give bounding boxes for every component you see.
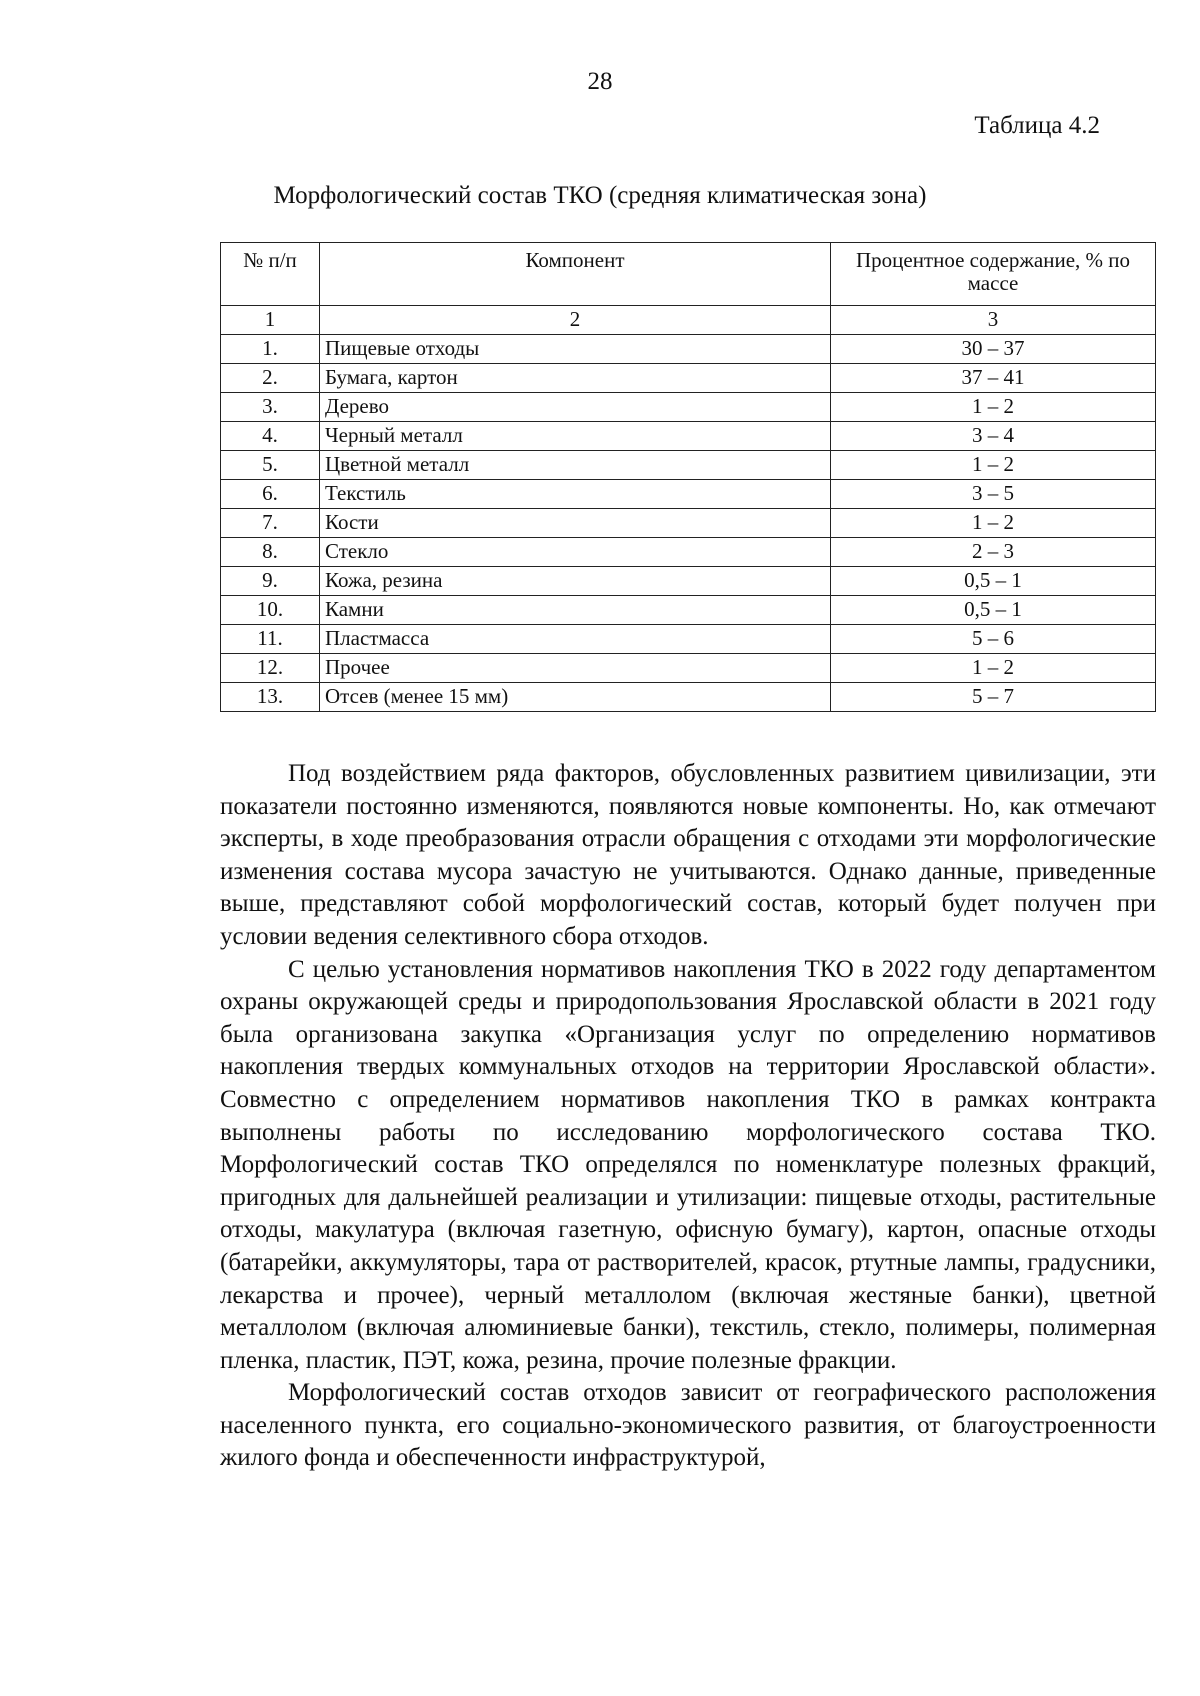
row-num-cell: 13. — [221, 683, 320, 712]
row-component-cell: Стекло — [320, 538, 831, 567]
index-cell: 3 — [831, 306, 1156, 335]
row-num-cell: 6. — [221, 480, 320, 509]
row-percent-cell: 1 – 2 — [831, 451, 1156, 480]
paragraph: С целью установления нормативов накопления ТКО в 2022 году департаментом охраны окружающей среды и природопользования Ярославской области в 2021 году была организована закупка «Организация услуг по определению нормативов накопления твердых коммунальных отходов на территории Ярославской области». Совместно с определением нормативов накопления ТКО в рамках контракта выполнены работы по исследованию морфологического состава ТКО. Морфологический состав ТКО определялся по номенклатуре полезных фракций, пригодных для дальнейшей реализации и утилизации: пищевые отходы, растительные отходы, макулатура (включая газетную, офисную бумагу), картон, опасные отходы (батарейки, аккумуляторы, тара от растворителей, красок, ртутные лампы, градусники, лекарства и прочее), черный металлолом (включая жестяные банки), цветной металлолом (включая алюминиевые банки), текстиль, стекло, полимеры, полимерная пленка, пластик, ПЭТ, кожа, резина, прочие полезные фракции. — [220, 955, 1156, 1374]
row-component-cell: Дерево — [320, 393, 831, 422]
row-percent-cell: 5 – 7 — [831, 683, 1156, 712]
table-row — [221, 364, 1156, 393]
body-text — [220, 758, 1156, 1475]
paragraph: Под воздействием ряда факторов, обусловленных развитием цивилизации, эти показатели постоянно изменяются, появляются новые компоненты. Но, как отмечают эксперты, в ходе преобразования отрасли обращения с отходами эти морфологические изменения состава мусора зачастую не учитываются. Однако данные, приведенные выше, представляют собой морфологический состав, который будет получен при условии ведения селективного сбора отходов. — [220, 760, 1156, 950]
row-component-cell: Пищевые отходы — [320, 335, 831, 364]
row-num-cell: 10. — [221, 596, 320, 625]
row-num-cell: 11. — [221, 625, 320, 654]
table-row — [221, 683, 1156, 712]
row-percent-cell: 1 – 2 — [831, 654, 1156, 683]
table-label: Таблица 4.2 — [974, 112, 1100, 139]
row-component-cell: Отсев (менее 15 мм) — [320, 683, 831, 712]
row-num-cell: 8. — [221, 538, 320, 567]
row-component-cell: Кости — [320, 509, 831, 538]
row-percent-cell: 3 – 5 — [831, 480, 1156, 509]
row-percent-cell: 5 – 6 — [831, 625, 1156, 654]
row-num-cell: 3. — [221, 393, 320, 422]
composition-table — [220, 242, 1156, 712]
page-number: 28 — [587, 68, 613, 95]
row-num-cell: 7. — [221, 509, 320, 538]
table-row — [221, 654, 1156, 683]
row-percent-cell: 0,5 – 1 — [831, 596, 1156, 625]
table-row — [221, 422, 1156, 451]
row-component-cell: Бумага, картон — [320, 364, 831, 393]
row-percent-cell: 2 – 3 — [831, 538, 1156, 567]
table-body — [221, 306, 1156, 712]
table-header-row — [221, 243, 1156, 306]
row-percent-cell: 3 – 4 — [831, 422, 1156, 451]
header-num: № п/п — [221, 243, 320, 306]
table-row — [221, 393, 1156, 422]
table-row — [221, 451, 1156, 480]
row-num-cell: 5. — [221, 451, 320, 480]
table-row — [221, 480, 1156, 509]
row-component-cell: Текстиль — [320, 480, 831, 509]
table-row — [221, 335, 1156, 364]
row-percent-cell: 37 – 41 — [831, 364, 1156, 393]
row-component-cell: Черный металл — [320, 422, 831, 451]
header-component: Компонент — [320, 243, 831, 306]
row-percent-cell: 1 – 2 — [831, 393, 1156, 422]
row-percent-cell: 1 – 2 — [831, 509, 1156, 538]
table-row — [221, 625, 1156, 654]
row-num-cell: 12. — [221, 654, 320, 683]
row-component-cell: Цветной металл — [320, 451, 831, 480]
paragraph: Морфологический состав отходов зависит от географического расположения населенного пункта, его социально-экономического развития, от благоустроенности жилого фонда и обеспеченности инфраструктурой, — [220, 1379, 1156, 1472]
row-num-cell: 1. — [221, 335, 320, 364]
index-cell: 2 — [320, 306, 831, 335]
row-component-cell: Кожа, резина — [320, 567, 831, 596]
table-row — [221, 509, 1156, 538]
row-num-cell: 2. — [221, 364, 320, 393]
row-component-cell: Пластмасса — [320, 625, 831, 654]
table-index-row — [221, 306, 1156, 335]
row-num-cell: 4. — [221, 422, 320, 451]
table-row — [221, 596, 1156, 625]
table-title: Морфологический состав ТКО (средняя климатическая зона) — [273, 182, 927, 209]
header-percent: Процентное содержание, % по массе — [831, 243, 1156, 306]
row-percent-cell: 0,5 – 1 — [831, 567, 1156, 596]
row-component-cell: Камни — [320, 596, 831, 625]
row-num-cell: 9. — [221, 567, 320, 596]
index-cell: 1 — [221, 306, 320, 335]
row-component-cell: Прочее — [320, 654, 831, 683]
table-row — [221, 567, 1156, 596]
row-percent-cell: 30 – 37 — [831, 335, 1156, 364]
table-row — [221, 538, 1156, 567]
